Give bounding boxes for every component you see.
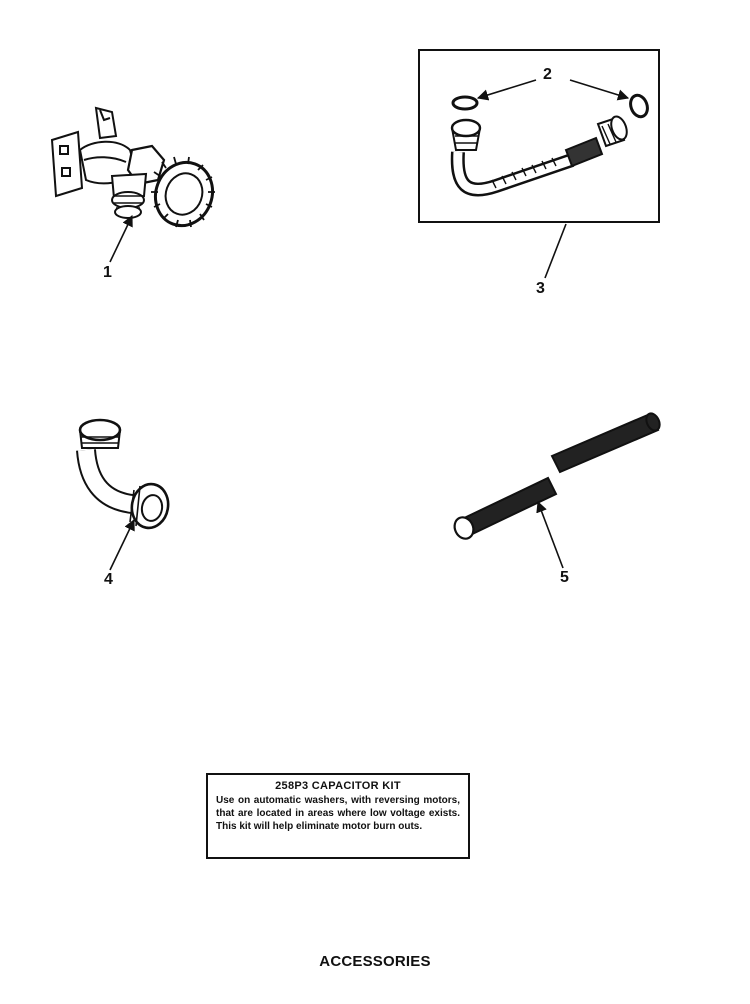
part3-callout-number: 3 <box>536 280 545 297</box>
part3-leader-line <box>545 224 566 278</box>
part4-callout-number: 4 <box>104 571 113 588</box>
part5-leader-line <box>538 502 563 568</box>
part5-callout-number: 5 <box>560 569 569 586</box>
part3-hose-drawing <box>452 114 630 189</box>
page-title: ACCESSORIES <box>319 953 431 970</box>
capacitor-kit-title: 258P3 CAPACITOR KIT <box>275 780 401 792</box>
capacitor-kit-note <box>206 773 470 859</box>
part2-leader-line-right <box>570 80 628 98</box>
part2-leader-line-left <box>478 80 536 98</box>
part1-leader-line <box>110 216 132 262</box>
part1-valve-drawing <box>52 108 221 234</box>
part2-callout-number: 2 <box>543 66 552 83</box>
part1-callout-number: 1 <box>103 264 112 281</box>
capacitor-kit-description: Use on automatic washers, with reversing motors, that are located in areas where low voltage exists. This kit will help eliminate motor burn outs. <box>216 795 460 832</box>
part5-hose-drawing <box>451 411 662 541</box>
part4-leader-line <box>110 520 134 570</box>
part4-elbow-drawing <box>80 420 172 531</box>
